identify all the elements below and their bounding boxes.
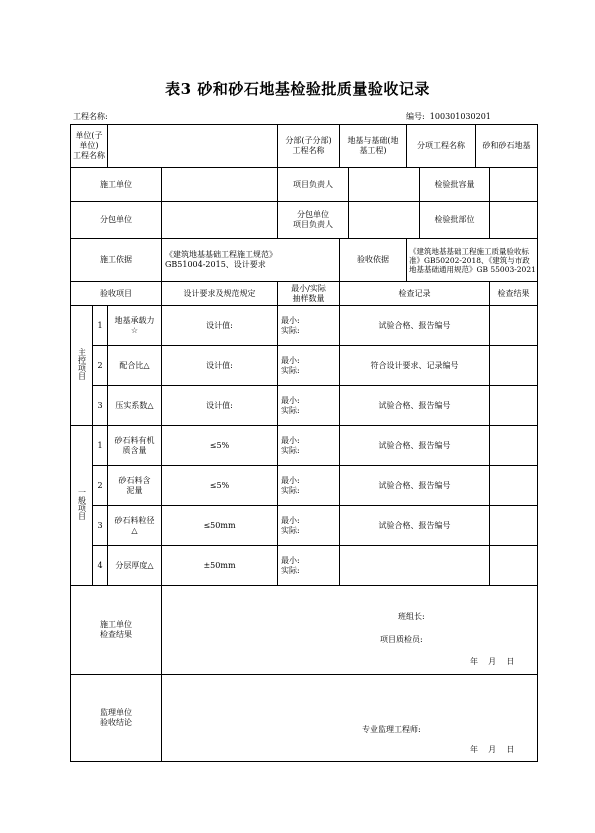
code-line (406, 111, 491, 122)
item-no: 1 (93, 306, 108, 346)
item-sample[interactable]: 最小: 实际: (278, 346, 340, 386)
batch-size-label: 检验批容量 (434, 179, 475, 189)
item-design: ≤5% (162, 426, 278, 466)
item-result[interactable] (490, 386, 538, 426)
item-record[interactable]: 试验合格、报告编号 (340, 386, 490, 426)
page-title: 表3 砂和砂石地基检验批质量验收记录 (165, 80, 430, 98)
item-name: 砂石料粒径 △ (108, 506, 162, 546)
basis-label: 施工依据 (71, 239, 162, 282)
inspector-label: 项目质检员: (380, 635, 423, 644)
construction-check-area[interactable] (162, 586, 538, 675)
unit-project-label: 单位(子单位) 工程名称 (71, 125, 108, 168)
item-result[interactable] (490, 546, 538, 586)
item-record[interactable]: 试验合格、报告编号 (340, 466, 490, 506)
item-result[interactable] (490, 426, 538, 466)
batch-size-value[interactable] (490, 168, 538, 202)
general-group-label: 一般项目 (77, 488, 87, 520)
table-row (71, 466, 538, 506)
item-design: ≤50mm (162, 506, 278, 546)
item-sample[interactable]: 最小: 实际: (278, 546, 340, 586)
acceptance-form (70, 124, 538, 762)
batch-location-value[interactable] (490, 202, 538, 239)
table-row (71, 386, 538, 426)
main-group-label: 主控项目 (77, 348, 87, 380)
pm-block (278, 168, 489, 201)
supervision-area[interactable] (162, 675, 538, 762)
item-record[interactable]: 试验合格、报告编号 (340, 506, 490, 546)
table-row (71, 506, 538, 546)
item-design: 设计值: (162, 346, 278, 386)
acceptance-basis-block (340, 239, 537, 281)
item-name: 分层厚度△ (108, 546, 162, 586)
general-group-cell (71, 426, 93, 586)
item-no: 2 (93, 466, 108, 506)
item-no: 1 (93, 426, 108, 466)
item-design: 设计值: (162, 386, 278, 426)
item-record[interactable]: 符合设计要求、记录编号 (340, 346, 490, 386)
contractor-value[interactable] (162, 168, 278, 202)
division-value[interactable]: 地基与基础(地 基工程) (340, 125, 407, 167)
col-result-header: 检查结果 (490, 282, 538, 306)
project-name-label: 工程名称: (73, 112, 108, 121)
col-design-header: 设计要求及规范规定 (162, 282, 278, 306)
subcontractor-value[interactable] (162, 202, 278, 239)
subitem-value[interactable]: 砂和砂石地基 (482, 141, 531, 150)
item-sample[interactable]: 最小: 实际: (278, 386, 340, 426)
item-record[interactable]: 试验合格、报告编号 (340, 306, 490, 346)
pm-label: 项目负责人 (278, 168, 349, 201)
item-design: 设计值: (162, 306, 278, 346)
code-value: 100301030201 (429, 112, 491, 121)
construction-date: 年 月 日 (470, 657, 515, 666)
construction-check-label: 施工单位 检查结果 (71, 586, 162, 675)
item-name: 地基承载力 ☆ (108, 306, 162, 346)
sub-pm-value[interactable] (349, 202, 420, 238)
item-no: 3 (93, 506, 108, 546)
unit-project-value[interactable] (108, 125, 278, 168)
item-name: 配合比△ (108, 346, 162, 386)
item-no: 3 (93, 386, 108, 426)
item-name: 砂石料有机 质含量 (108, 426, 162, 466)
item-sample[interactable]: 最小: 实际: (278, 506, 340, 546)
supervision-date: 年 月 日 (470, 745, 515, 754)
table-row (71, 546, 538, 586)
item-no: 4 (93, 546, 108, 586)
table-row (71, 306, 538, 346)
subcontractor-label: 分包单位 (71, 202, 162, 239)
sub-pm-block (278, 202, 489, 238)
contractor-label: 施工单位 (71, 168, 162, 202)
item-record[interactable]: 试验合格、报告编号 (340, 426, 490, 466)
item-result[interactable] (490, 346, 538, 386)
team-leader-label: 班组长: (398, 612, 425, 621)
subitem-label: 分项工程名称 (407, 125, 476, 167)
item-result[interactable] (490, 506, 538, 546)
item-record[interactable] (340, 546, 490, 586)
table-row (71, 346, 538, 386)
table-row (71, 426, 538, 466)
main-group-cell (71, 306, 93, 426)
item-design: ±50mm (162, 546, 278, 586)
col-sample-header: 最小/实际 抽样数量 (278, 282, 340, 306)
division-subitem-block (340, 125, 537, 167)
division-label: 分部(子分部) 工程名称 (278, 125, 340, 168)
supervision-label: 监理单位 验收结论 (71, 675, 162, 762)
item-sample[interactable]: 最小: 实际: (278, 426, 340, 466)
sub-pm-label: 分包单位 项目负责人 (278, 202, 349, 238)
pm-value[interactable] (349, 168, 420, 201)
item-no: 2 (93, 346, 108, 386)
batch-location-label: 检验批部位 (434, 215, 475, 224)
col-item-header: 验收项目 (71, 282, 162, 306)
item-result[interactable] (490, 466, 538, 506)
item-design: ≤5% (162, 466, 278, 506)
basis-value: 《建筑地基基础工程施工规范》 GB51004-2015、设计要求 (162, 239, 340, 282)
code-label: 编号: (406, 112, 425, 121)
col-record-header: 检查记录 (340, 282, 490, 306)
item-sample[interactable]: 最小: 实际: (278, 466, 340, 506)
item-name: 压实系数△ (108, 386, 162, 426)
item-name: 砂石料含 泥量 (108, 466, 162, 506)
acceptance-basis-value: 《建筑地基基础工程施工质量验收标准》GB50202-2018、《建筑与市政地基基础通用规范》GB 55003-2021 (409, 246, 536, 274)
item-sample[interactable]: 最小: 实际: (278, 306, 340, 346)
supervision-engineer-label: 专业监理工程师: (362, 725, 421, 734)
acceptance-basis-label: 验收依据 (340, 239, 407, 281)
item-result[interactable] (490, 306, 538, 346)
